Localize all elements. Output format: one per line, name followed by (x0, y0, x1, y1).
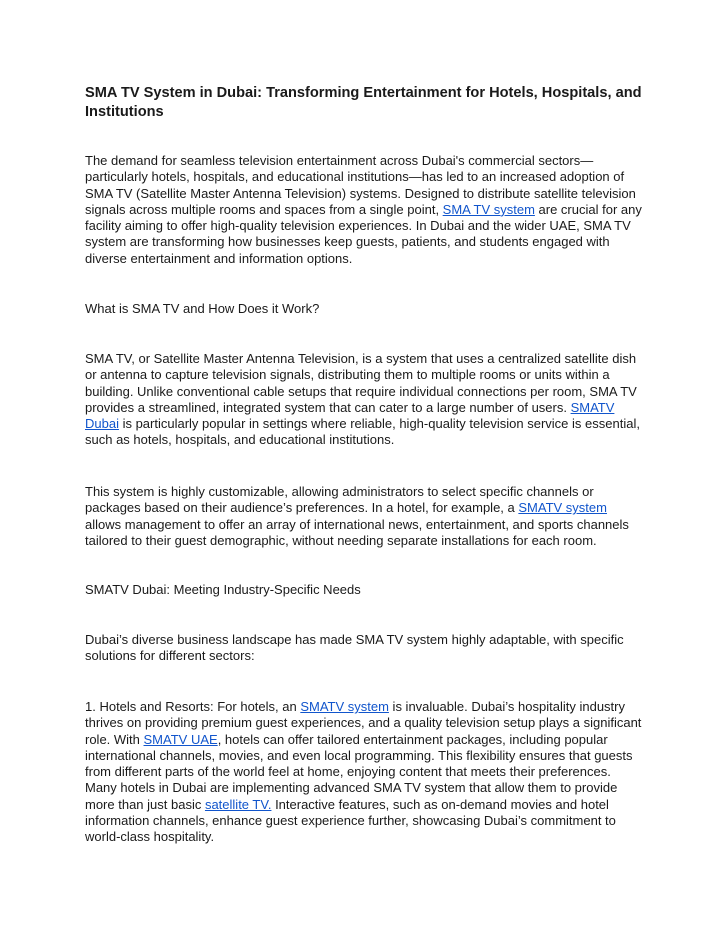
para3-text-1: This system is highly customizable, allowing administrators to select specific channels or packages based on their audience’s preferences. In a hotel, for example, a (85, 484, 594, 516)
document-title: SMA TV System in Dubai: Transforming Entertainment for Hotels, Hospitals, and Institutions (85, 85, 642, 120)
smatv-dubai-link[interactable]: SMATV Dubai (85, 399, 615, 432)
para2-text-1: SMA TV, or Satellite Master Antenna Television, is a system that uses a centralized satellite dish or antenna to capture television signals, distributing them to multiple rooms or units within a building. Unlike conventional cable setups that require individual connections per room, SMA TV provides a streamlined, integrated system that can cater to a large number of users. (85, 351, 637, 415)
sma-tv-system-link[interactable]: SMA TV system (442, 201, 535, 217)
section-heading-what-is-sma-tv: What is SMA TV and How Does it Work? (85, 301, 320, 316)
smatv-system-link[interactable]: SMATV system (518, 500, 607, 516)
para5-text-4: Interactive features, such as on-demand movies and hotel information channels, enhance guest experience further, showcasing Dubai’s commitment to world-class hospitality. (85, 796, 616, 845)
section-heading-industry-needs: SMATV Dubai: Meeting Industry-Specific Needs (85, 582, 361, 597)
hotels-resorts-paragraph (85, 699, 645, 846)
customization-paragraph (85, 484, 645, 549)
sma-tv-explanation-paragraph (85, 351, 645, 449)
intro-text-1: The demand for seamless television entertainment across Dubai's commercial sectors—particularly hotels, hospitals, and educational institutions—has led to an increased adoption of SMA TV (Satellite Master Antenna Television) systems. Designed to distribute satellite television signals across multiple rooms and spaces from a single point, (85, 153, 636, 217)
intro-paragraph (85, 153, 645, 267)
intro-text-2: are crucial for any facility aiming to offer high-quality television experiences. In Dubai and the wider UAE, SMA TV system are transforming how businesses keep guests, patients, and students engaged with diverse entertainment and information options. (85, 201, 642, 266)
para5-text-2: is invaluable. Dubai’s hospitality industry thrives on providing premium guest experiences, and a quality television setup plays a significant role. With (85, 699, 642, 747)
para5-text-3: , hotels can offer tailored entertainment packages, including popular international channels, movies, and even local programming. This flexibility ensures that guests from different parts of the world feel at home, enjoying content that meets their preferences. Many hotels in Dubai are implementing advanced SMA TV system that allow them to provide more than just basic (85, 731, 633, 812)
para3-text-2: allows management to offer an array of international news, entertainment, and sports channels tailored to their guest demographic, without needing separate installations for each room. (85, 516, 629, 548)
para2-text-2: is particularly popular in settings where reliable, high-quality television service is essential, such as hotels, hospitals, and educational institutions. (85, 416, 640, 448)
business-landscape-paragraph: Dubai’s diverse business landscape has made SMA TV system highly adaptable, with specific solutions for different sectors: (85, 632, 624, 664)
satellite-tv-link[interactable]: satellite TV. (204, 796, 272, 812)
para5-text-1: 1. Hotels and Resorts: For hotels, an (85, 699, 301, 714)
smatv-system-link-2[interactable]: SMATV system (300, 699, 389, 714)
smatv-uae-link[interactable]: SMATV UAE (143, 731, 218, 747)
